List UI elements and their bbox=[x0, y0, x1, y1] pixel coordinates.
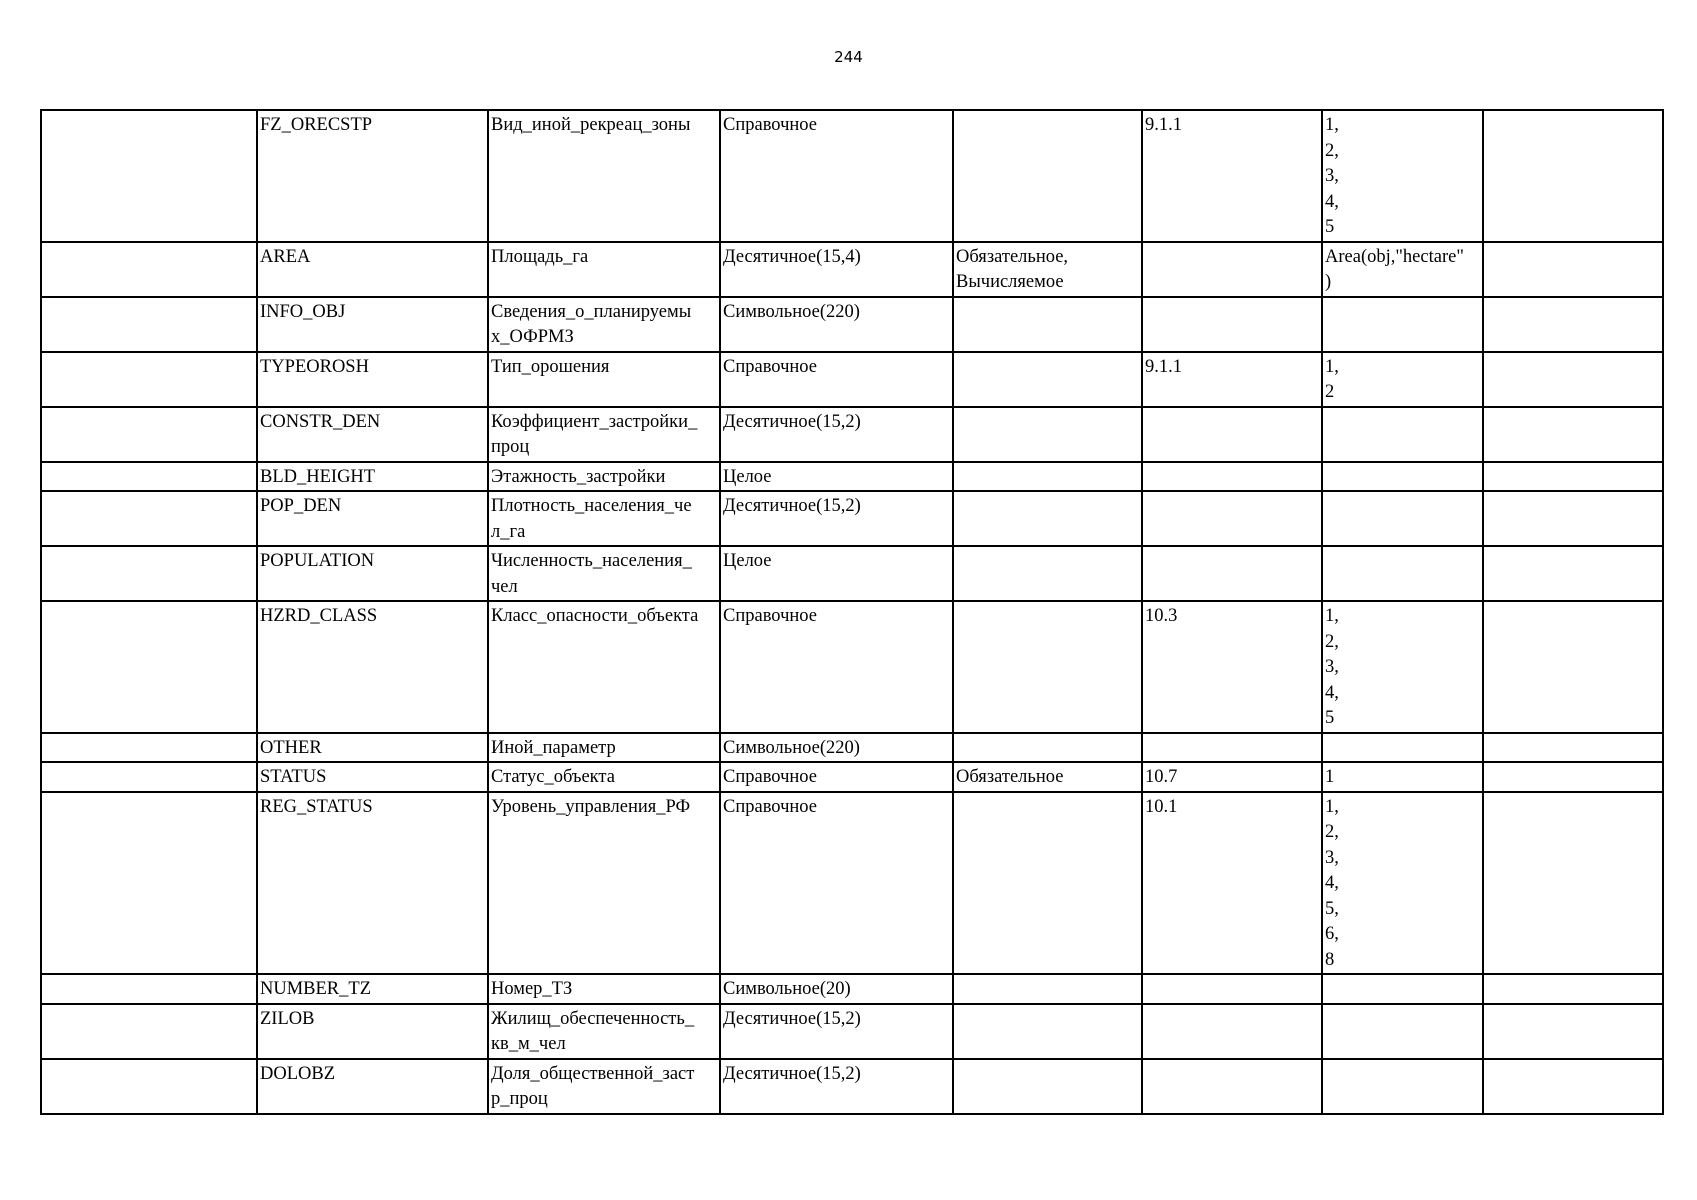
cell-classifier-ref bbox=[1142, 462, 1322, 492]
cell-field-code: CONSTR_DEN bbox=[257, 407, 488, 462]
cell-data-type: Справочное bbox=[720, 762, 953, 792]
cell-classifier-ref bbox=[1142, 1059, 1322, 1114]
cell-field-code: FZ_ORECSTP bbox=[257, 110, 488, 242]
cell-allowed-values bbox=[1322, 1004, 1483, 1059]
cell-classifier-ref bbox=[1142, 546, 1322, 601]
cell-requirement bbox=[953, 1059, 1142, 1114]
table-row bbox=[41, 974, 1663, 1004]
cell-data-type: Справочное bbox=[720, 352, 953, 407]
cell-field-code: STATUS bbox=[257, 762, 488, 792]
cell-note bbox=[1483, 792, 1663, 975]
cell-note bbox=[1483, 762, 1663, 792]
cell-group bbox=[41, 762, 257, 792]
cell-allowed-values bbox=[1322, 462, 1483, 492]
cell-requirement bbox=[953, 601, 1142, 733]
cell-classifier-ref: 9.1.1 bbox=[1142, 110, 1322, 242]
cell-field-code: POP_DEN bbox=[257, 491, 488, 546]
table-row bbox=[41, 792, 1663, 975]
cell-data-type: Целое bbox=[720, 462, 953, 492]
page-number: 244 bbox=[834, 48, 863, 66]
cell-requirement bbox=[953, 110, 1142, 242]
cell-group bbox=[41, 242, 257, 297]
cell-group bbox=[41, 974, 257, 1004]
cell-data-type: Целое bbox=[720, 546, 953, 601]
attribute-table bbox=[40, 109, 1664, 1115]
cell-classifier-ref: 9.1.1 bbox=[1142, 352, 1322, 407]
cell-note bbox=[1483, 352, 1663, 407]
cell-allowed-values bbox=[1322, 297, 1483, 352]
cell-field-code: NUMBER_TZ bbox=[257, 974, 488, 1004]
cell-field-alias: Иной_параметр bbox=[488, 733, 720, 763]
table-row bbox=[41, 462, 1663, 492]
cell-requirement: Обязательное bbox=[953, 762, 1142, 792]
cell-field-code: DOLOBZ bbox=[257, 1059, 488, 1114]
cell-classifier-ref bbox=[1142, 297, 1322, 352]
cell-group bbox=[41, 297, 257, 352]
cell-classifier-ref: 10.3 bbox=[1142, 601, 1322, 733]
cell-field-alias: Жилищ_обеспеченность_ кв_м_чел bbox=[488, 1004, 720, 1059]
cell-group bbox=[41, 1004, 257, 1059]
cell-data-type: Десятичное(15,2) bbox=[720, 407, 953, 462]
cell-group bbox=[41, 1059, 257, 1114]
cell-field-alias: Номер_ТЗ bbox=[488, 974, 720, 1004]
cell-field-alias: Сведения_о_планируемы х_ОФРМЗ bbox=[488, 297, 720, 352]
cell-field-alias: Статус_объекта bbox=[488, 762, 720, 792]
table-row bbox=[41, 601, 1663, 733]
cell-note bbox=[1483, 491, 1663, 546]
cell-note bbox=[1483, 546, 1663, 601]
cell-field-code: ZILOB bbox=[257, 1004, 488, 1059]
cell-field-alias: Класс_опасности_объекта bbox=[488, 601, 720, 733]
cell-data-type: Десятичное(15,4) bbox=[720, 242, 953, 297]
cell-field-alias: Коэффициент_застройки_ проц bbox=[488, 407, 720, 462]
cell-field-alias: Доля_общественной_заст р_проц bbox=[488, 1059, 720, 1114]
cell-data-type: Символьное(220) bbox=[720, 733, 953, 763]
cell-note bbox=[1483, 1004, 1663, 1059]
cell-field-code: POPULATION bbox=[257, 546, 488, 601]
table-row bbox=[41, 242, 1663, 297]
cell-group bbox=[41, 110, 257, 242]
table-row bbox=[41, 546, 1663, 601]
cell-group bbox=[41, 407, 257, 462]
cell-field-alias: Уровень_управления_РФ bbox=[488, 792, 720, 975]
cell-group bbox=[41, 792, 257, 975]
table-row bbox=[41, 110, 1663, 242]
cell-classifier-ref bbox=[1142, 407, 1322, 462]
cell-allowed-values bbox=[1322, 733, 1483, 763]
cell-field-code: TYPEOROSH bbox=[257, 352, 488, 407]
cell-allowed-values bbox=[1322, 407, 1483, 462]
cell-classifier-ref bbox=[1142, 242, 1322, 297]
cell-group bbox=[41, 733, 257, 763]
cell-group bbox=[41, 546, 257, 601]
cell-data-type: Десятичное(15,2) bbox=[720, 1059, 953, 1114]
cell-requirement bbox=[953, 1004, 1142, 1059]
cell-classifier-ref: 10.1 bbox=[1142, 792, 1322, 975]
cell-field-code: REG_STATUS bbox=[257, 792, 488, 975]
cell-requirement bbox=[953, 352, 1142, 407]
cell-field-alias: Этажность_застройки bbox=[488, 462, 720, 492]
cell-group bbox=[41, 352, 257, 407]
table-row bbox=[41, 491, 1663, 546]
table-row bbox=[41, 733, 1663, 763]
cell-field-alias: Вид_иной_рекреац_зоны bbox=[488, 110, 720, 242]
cell-field-alias: Плотность_населения_че л_га bbox=[488, 491, 720, 546]
cell-classifier-ref bbox=[1142, 491, 1322, 546]
cell-data-type: Десятичное(15,2) bbox=[720, 491, 953, 546]
cell-field-alias: Тип_орошения bbox=[488, 352, 720, 407]
cell-note bbox=[1483, 242, 1663, 297]
cell-allowed-values: 1, 2, 3, 4, 5 bbox=[1322, 601, 1483, 733]
cell-group bbox=[41, 601, 257, 733]
cell-note bbox=[1483, 1059, 1663, 1114]
cell-requirement bbox=[953, 546, 1142, 601]
cell-requirement bbox=[953, 974, 1142, 1004]
cell-classifier-ref: 10.7 bbox=[1142, 762, 1322, 792]
cell-classifier-ref bbox=[1142, 974, 1322, 1004]
cell-classifier-ref bbox=[1142, 1004, 1322, 1059]
cell-group bbox=[41, 462, 257, 492]
cell-allowed-values: 1, 2, 3, 4, 5, 6, 8 bbox=[1322, 792, 1483, 975]
cell-field-code: OTHER bbox=[257, 733, 488, 763]
cell-field-code: AREA bbox=[257, 242, 488, 297]
cell-allowed-values bbox=[1322, 1059, 1483, 1114]
table-row bbox=[41, 352, 1663, 407]
cell-group bbox=[41, 491, 257, 546]
cell-requirement bbox=[953, 297, 1142, 352]
cell-allowed-values: 1, 2 bbox=[1322, 352, 1483, 407]
table-row bbox=[41, 762, 1663, 792]
cell-allowed-values bbox=[1322, 974, 1483, 1004]
cell-note bbox=[1483, 110, 1663, 242]
table-body bbox=[41, 110, 1663, 1114]
cell-field-alias: Площадь_га bbox=[488, 242, 720, 297]
cell-note bbox=[1483, 733, 1663, 763]
cell-allowed-values bbox=[1322, 546, 1483, 601]
cell-data-type: Символьное(220) bbox=[720, 297, 953, 352]
cell-classifier-ref bbox=[1142, 733, 1322, 763]
cell-note bbox=[1483, 297, 1663, 352]
cell-allowed-values bbox=[1322, 491, 1483, 546]
table-row bbox=[41, 1059, 1663, 1114]
cell-field-code: HZRD_CLASS bbox=[257, 601, 488, 733]
cell-requirement bbox=[953, 407, 1142, 462]
cell-note bbox=[1483, 601, 1663, 733]
cell-requirement bbox=[953, 733, 1142, 763]
cell-data-type: Справочное bbox=[720, 792, 953, 975]
cell-requirement: Обязательное, Вычисляемое bbox=[953, 242, 1142, 297]
cell-note bbox=[1483, 974, 1663, 1004]
cell-allowed-values: 1 bbox=[1322, 762, 1483, 792]
cell-field-code: INFO_OBJ bbox=[257, 297, 488, 352]
cell-data-type: Символьное(20) bbox=[720, 974, 953, 1004]
cell-requirement bbox=[953, 491, 1142, 546]
table-row bbox=[41, 297, 1663, 352]
cell-data-type: Справочное bbox=[720, 110, 953, 242]
table-row bbox=[41, 1004, 1663, 1059]
cell-requirement bbox=[953, 462, 1142, 492]
cell-allowed-values: Area(obj,"hectare" ) bbox=[1322, 242, 1483, 297]
table-row bbox=[41, 407, 1663, 462]
cell-data-type: Десятичное(15,2) bbox=[720, 1004, 953, 1059]
cell-field-alias: Численность_населения_ чел bbox=[488, 546, 720, 601]
cell-allowed-values: 1, 2, 3, 4, 5 bbox=[1322, 110, 1483, 242]
cell-note bbox=[1483, 407, 1663, 462]
cell-field-code: BLD_HEIGHT bbox=[257, 462, 488, 492]
cell-data-type: Справочное bbox=[720, 601, 953, 733]
cell-note bbox=[1483, 462, 1663, 492]
cell-requirement bbox=[953, 792, 1142, 975]
